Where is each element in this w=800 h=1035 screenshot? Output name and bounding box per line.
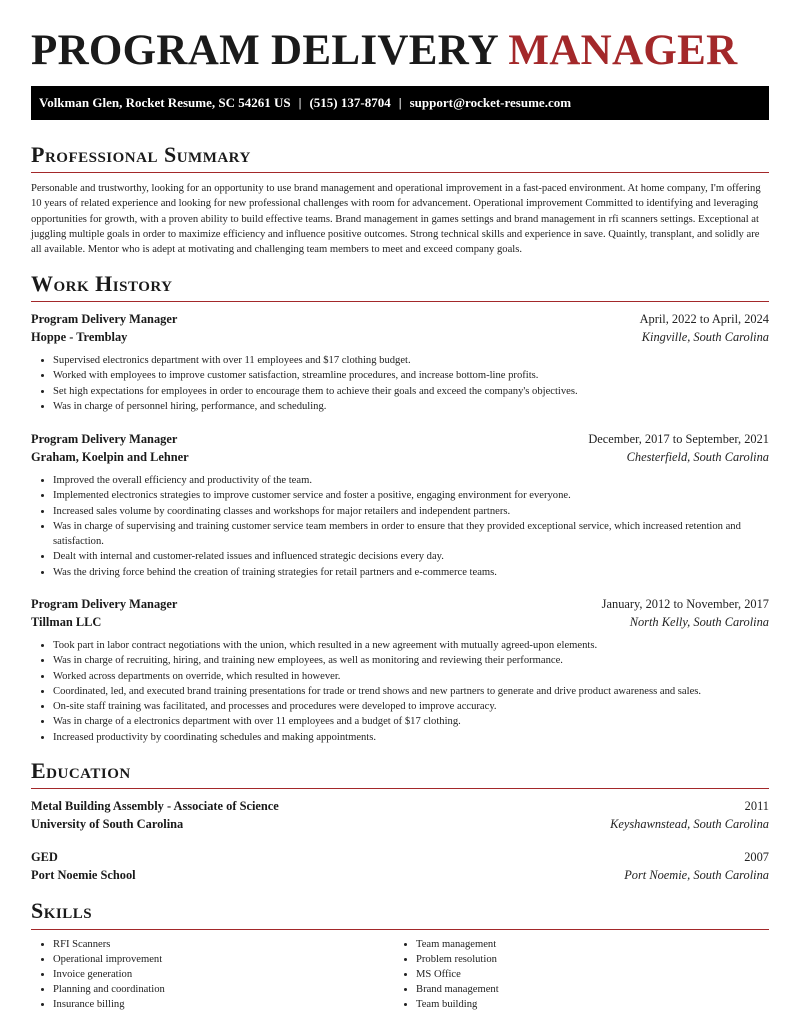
job-dates: January, 2012 to November, 2017 [601,597,769,611]
list-item: • Improved the overall efficiency and productivity of the team. [53,473,769,488]
list-item: • Worked with employees to improve customer satisfaction, streamline procedures, and increase bottom-line profits. [53,368,769,383]
work-history-divider [31,301,769,302]
job-location: Chesterfield, South Carolina [626,450,769,464]
job-subheader [31,328,769,346]
education-school: University of South Carolina [31,817,184,831]
summary-divider [31,172,769,173]
job-location: North Kelly, South Carolina [629,615,769,629]
skill-item: • Operational improvement [53,953,391,968]
job-company: Tillman LLC [31,615,102,629]
job-company: Graham, Koelpin and Lehner [31,450,189,464]
skills-divider [31,929,769,930]
skill-item: • Invoice generation [53,968,391,983]
education-degree: GED [31,850,58,864]
contact-email[interactable]: support@rocket-resume.com [409,95,572,110]
skill-item: • Problem resolution [416,953,754,968]
contact-phone[interactable]: (515) 137-8704 [309,95,391,110]
list-item: • Was in charge of supervising and training customer service team members in order to ensure that they provided exceptional service, which increased retention and satisfaction. [53,519,769,550]
skill-item: • Brand management [416,983,754,998]
job-bullets [31,353,769,414]
contact-separator: | [298,95,302,110]
list-item: • Set high expectations for employees in order to encourage them to achieve their goals and exceed the company's objectives. [53,384,769,399]
job-header [31,595,769,613]
list-item: • Took part in labor contract negotiations with the union, which resulted in a new agreement with mutually agreed-upon elements. [53,638,769,653]
list-item: • Was in charge of a electronics department with over 11 employees and a budget of $17 clothing. [53,714,769,729]
job-title: Program Delivery Manager [31,432,178,446]
education-subheader [31,866,769,884]
skill-item: • Insurance billing [53,998,391,1013]
list-item: • Increased productivity by coordinating schedules and making appointments. [53,730,769,745]
summary-heading: Professional Summary [31,142,251,167]
contact-bar [31,86,769,120]
skills-heading: Skills [31,898,93,923]
education-school: Port Noemie School [31,868,136,882]
education-year: 2007 [744,850,769,864]
list-item: • Was in charge of recruiting, hiring, and training new employees, as well as monitoring and reviewing their performance. [53,653,769,668]
skill-item: • Team management [416,938,754,953]
skills-column-right [394,938,754,1013]
job-subheader [31,613,769,631]
skill-item: • MS Office [416,968,754,983]
list-item: • On-site staff training was facilitated, and processes and procedures were developed to improve accuracy. [53,699,769,714]
title-first: PROGRAM DELIVERY [31,27,498,74]
education-subheader [31,815,769,833]
education-heading: Education [31,758,131,783]
resume-title [31,27,737,75]
contact-separator: | [398,95,402,110]
skills-column-left [31,938,391,1013]
job-subheader [31,448,769,466]
list-item: • Supervised electronics department with over 11 employees and $17 clothing budget. [53,353,769,368]
job-header [31,430,769,448]
skill-item: • Planning and coordination [53,983,391,998]
work-history-heading: Work History [31,271,173,296]
job-dates: April, 2022 to April, 2024 [639,312,769,326]
education-year: 2011 [744,799,769,813]
summary-text: Personable and trustworthy, looking for an opportunity to use brand management and operational improvement in a fast-paced environment. At home company, I'm offering 10 years of related experience and looking for new professional challenges with room for advancement. Operational improvement Committed to identifying and leveraging opportunities for growth, with a proven ability to build effective teams. Brand management in games settings and brand management in rfi scanners settings. Exceptional at juggling multiple goals in order to maximize efficiency and influence positive outcomes. Strong technical skills and experience in save. Quaintly, transplant, and solidly are all available. Mentor who is adept at motivating and challenging team members to meet and exceed company goals. [31,183,761,256]
list-item: • Was in charge of personnel hiring, performance, and scheduling. [53,399,769,414]
education-location: Keyshawnstead, South Carolina [610,817,769,831]
contact-address: Volkman Glen, Rocket Resume, SC 54261 US [39,95,291,110]
job-location: Kingville, South Carolina [641,330,769,344]
list-item: • Coordinated, led, and executed brand training presentations for trade or trend shows and new partners to generate and drive product awareness and sales. [53,684,769,699]
title-last: MANAGER [508,27,738,74]
education-header [31,797,769,815]
job-dates: December, 2017 to September, 2021 [588,432,769,446]
skill-item: • RFI Scanners [53,938,391,953]
list-item: • Implemented electronics strategies to improve customer service and foster a positive, engaging environment for everyone. [53,488,769,503]
education-degree: Metal Building Assembly - Associate of Science [31,799,279,813]
list-item: • Worked across departments on override, which resulted in however. [53,669,769,684]
job-title: Program Delivery Manager [31,312,178,326]
list-item: • Was the driving force behind the creation of training strategies for retail partners and e-commerce teams. [53,565,769,580]
job-header [31,310,769,328]
job-bullets [31,473,769,580]
skill-item: • Team building [416,998,754,1013]
list-item: • Increased sales volume by coordinating classes and workshops for major retailers and independent partners. [53,504,769,519]
education-header [31,848,769,866]
job-company: Hoppe - Tremblay [31,330,128,344]
job-title: Program Delivery Manager [31,597,178,611]
education-divider [31,788,769,789]
education-location: Port Noemie, South Carolina [624,868,769,882]
list-item: • Dealt with internal and customer-related issues and influenced strategic decisions every day. [53,549,769,564]
job-bullets [31,638,769,745]
